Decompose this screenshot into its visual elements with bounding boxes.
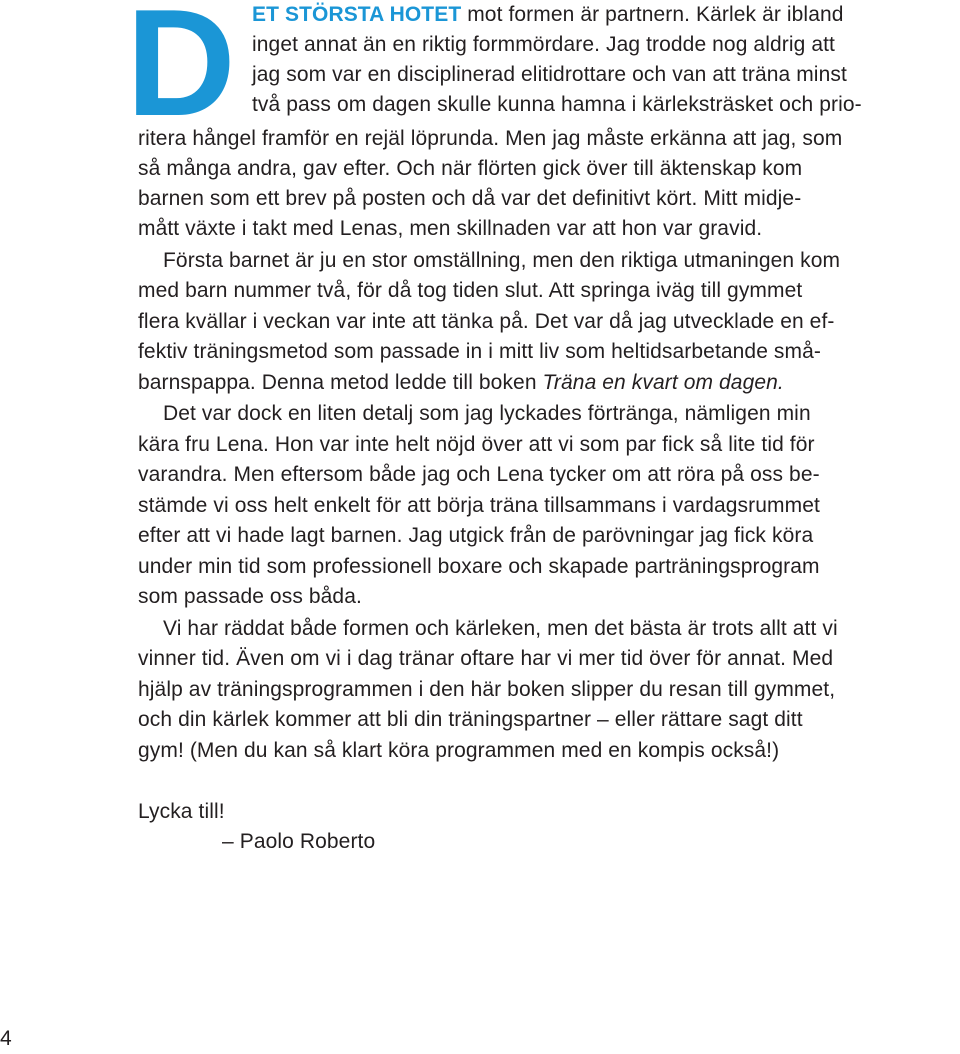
text-line: Vi har räddat både formen och kärleken, men det bästa är trots allt att vi: [163, 617, 838, 640]
text-line: barnen som ett brev på posten och då var det definitivt kört. Mitt midje-: [138, 187, 802, 210]
text-line: Det var dock en liten detalj som jag lyckades förtränga, nämligen min: [163, 402, 811, 425]
lead-words: ET STÖRSTA HOTET: [252, 3, 462, 26]
text-line: och din kärlek kommer att bli din träningspartner – eller rättare sagt ditt: [138, 708, 803, 731]
text-line: två pass om dagen skulle kunna hamna i kärleksträsket och prio-: [252, 93, 862, 116]
text-line: under min tid som professionell boxare och skapade parträningsprogram: [138, 555, 820, 578]
text-line: så många andra, gav efter. Och när flörten gick över till äktenskap kom: [138, 157, 803, 180]
text-line: stämde vi oss helt enkelt för att börja träna tillsammans i vardagsrummet: [138, 494, 820, 517]
text-line: gym! (Men du kan så klart köra programmen med en kompis också!): [138, 739, 780, 762]
text-line: [138, 368, 784, 398]
line-text: barnspappa. Denna metod ledde till boken: [138, 371, 543, 394]
book-title: Träna en kvart om dagen.: [542, 371, 784, 394]
text-line: Första barnet är ju en stor omställning, men den riktiga utmaningen kom: [163, 249, 841, 272]
text-line: som passade oss båda.: [138, 585, 362, 608]
text-line: jag som var en disciplinerad elitidrottare och van att träna minst: [252, 63, 847, 86]
text-line: hjälp av träningsprogrammen i den här boken slipper du resan till gymmet,: [138, 678, 836, 701]
text-line: flera kvällar i veckan var inte att tänka på. Det var då jag utvecklade en ef-: [138, 310, 835, 333]
page-number: 4: [0, 1027, 12, 1050]
text-line: kära fru Lena. Hon var inte helt nöjd över att vi som par fick så lite tid för: [138, 433, 815, 456]
closing-line: Lycka till!: [138, 800, 225, 823]
text-line: [252, 0, 844, 30]
signature: – Paolo Roberto: [222, 830, 376, 853]
text-line: ritera hångel framför en rejäl löprunda. Men jag måste erkänna att jag, som: [138, 127, 843, 150]
drop-cap: D: [126, 0, 236, 148]
line-text: mot formen är partnern. Kärlek är ibland: [461, 3, 844, 26]
text-line: vinner tid. Även om vi i dag tränar oftare har vi mer tid över för annat. Med: [138, 647, 834, 670]
text-line: inget annat än en riktig formmördare. Jag trodde nog aldrig att: [252, 33, 835, 56]
text-line: mått växte i takt med Lenas, men skillnaden var att hon var gravid.: [138, 217, 763, 240]
text-line: fektiv träningsmetod som passade in i mitt liv som heltidsarbetande små-: [138, 340, 821, 363]
text-line: varandra. Men eftersom både jag och Lena tycker om att röra på oss be-: [138, 463, 820, 486]
text-line: med barn nummer två, för då tog tiden slut. Att springa iväg till gymmet: [138, 279, 803, 302]
text-line: efter att vi hade lagt barnen. Jag utgick från de parövningar jag fick köra: [138, 524, 814, 547]
